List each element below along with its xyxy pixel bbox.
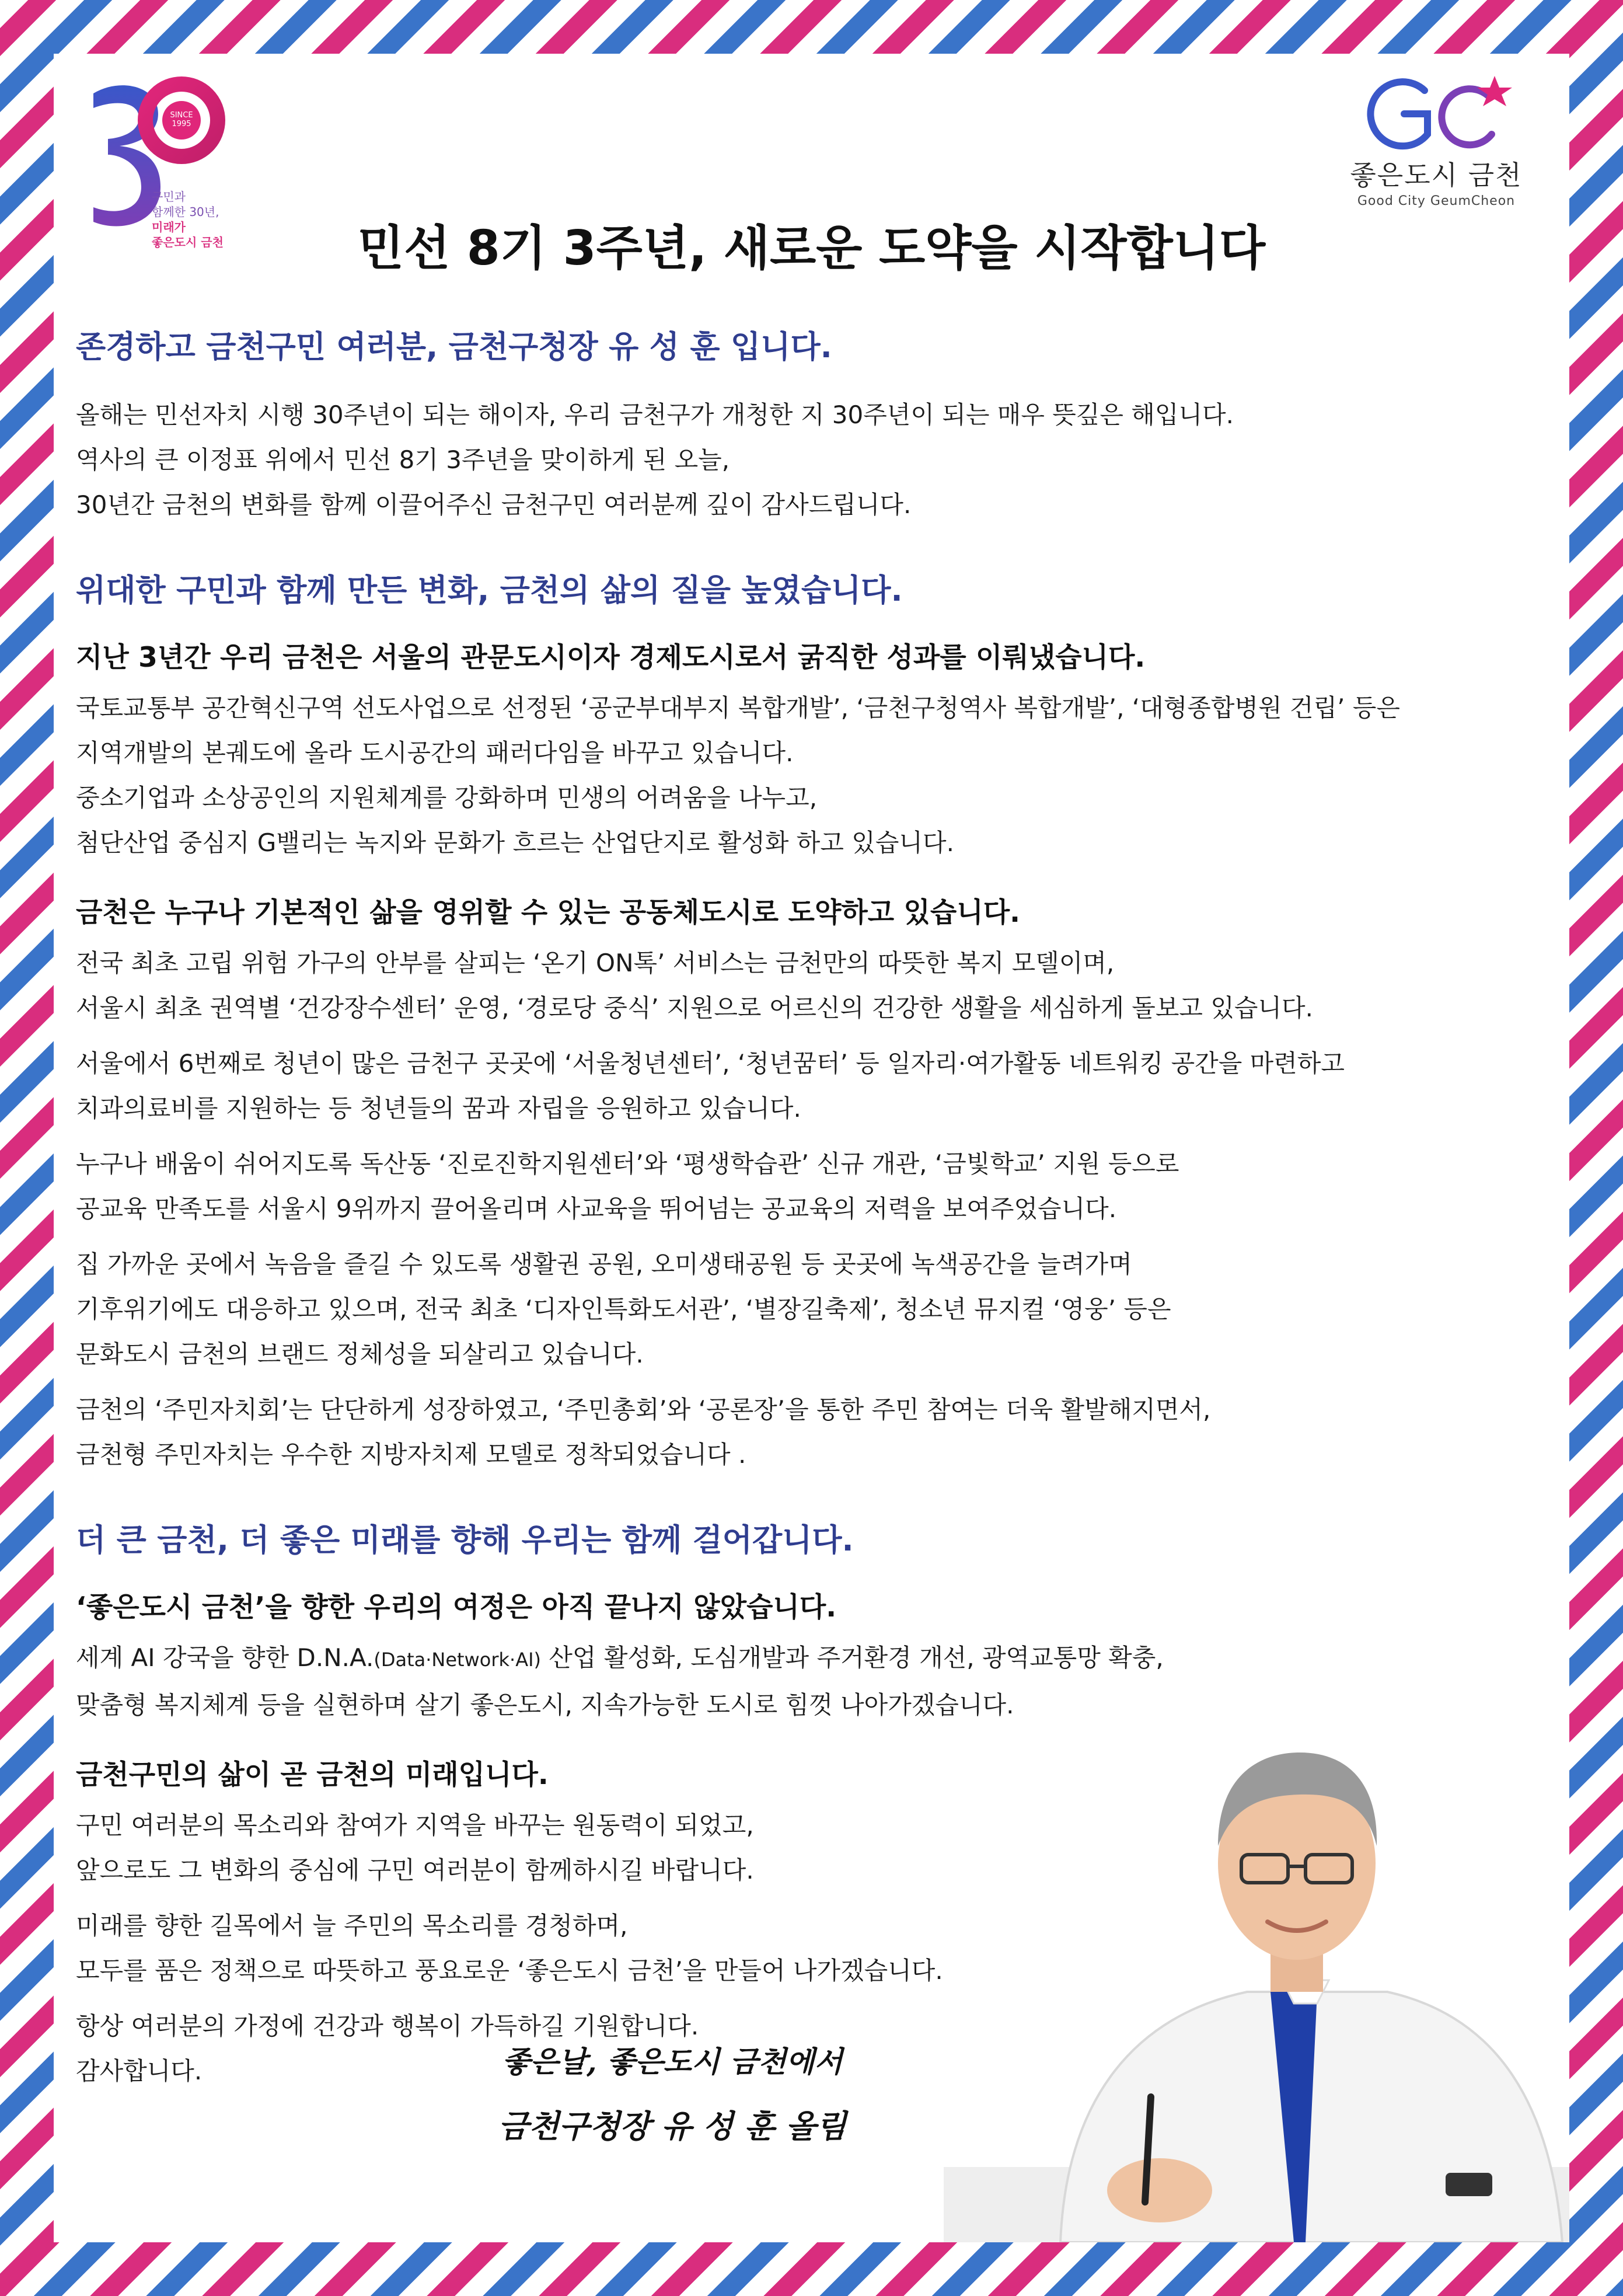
body-line: 올해는 민선자치 시행 30주년이 되는 해이자, 우리 금천구가 개청한 지 30주년이 되는 매우 뜻깊은 해입니다. <box>76 400 1234 429</box>
signature-line-2: 금천구청장 유 성 훈 올림 <box>498 2107 847 2145</box>
body-line: 30년간 금천의 변화를 함께 이끌어주신 금천구민 여러분께 깊이 감사드립니다. <box>76 490 912 519</box>
good-city-geumcheon-logo <box>1331 70 1541 234</box>
sub-heading: 금천구민의 삶이 곧 금천의 미래입니다. <box>76 1759 549 1791</box>
body-line: 문화도시 금천의 브랜드 정체성을 되살리고 있습니다. <box>76 1340 644 1368</box>
sub-heading: ‘좋은도시 금천’을 향한 우리의 여정은 아직 끝나지 않았습니다. <box>76 1591 837 1623</box>
body-line: 모두를 품은 정책으로 따뜻하고 풍요로운 ‘좋은도시 금천’을 만들어 나가겠습니다. <box>76 1956 943 1985</box>
gc-logo-english: Good City GeumCheon <box>1357 194 1516 208</box>
body-line: 집 가까운 곳에서 녹음을 즐길 수 있도록 생활권 공원, 오미생태공원 등 곳곳에 녹색공간을 늘려가며 <box>76 1250 1132 1278</box>
body-line: 치과의료비를 지원하는 등 청년들의 꿈과 자립을 응원하고 있습니다. <box>76 1094 801 1123</box>
body-line: 서울시 최초 권역별 ‘건강장수센터’ 운영, ‘경로당 중식’ 지원으로 어르신의 건강한 생활을 세심하게 돌보고 있습니다. <box>76 994 1313 1022</box>
gc-icon <box>1349 70 1524 152</box>
body-line: 전국 최초 고립 위험 가구의 안부를 살피는 ‘온기 ON톡’ 서비스는 금천만의 따뜻한 복지 모델이며, <box>76 949 1115 977</box>
mayor-portrait <box>944 1688 1569 2242</box>
body-line: 맞춤형 복지체계 등을 실현하며 살기 좋은도시, 지속가능한 도시로 힘껏 나아가겠습니다. <box>76 1691 1014 1719</box>
body-line: 앞으로도 그 변화의 중심에 구민 여러분이 함께하시길 바랍니다. <box>76 1856 754 1884</box>
page-title: 민선 8기 3주년, 새로운 도약을 시작합니다 <box>357 221 1266 276</box>
body-line: 서울에서 6번째로 청년이 많은 금천구 곳곳에 ‘서울청년센터’, ‘청년꿈터’ 등 일자리·여가활동 네트워킹 공간을 마련하고 <box>76 1049 1345 1078</box>
tagline-line: 좋은도시 금천 <box>152 235 224 249</box>
sub-heading: 지난 3년간 우리 금천은 서울의 관문도시이자 경제도시로서 굵직한 성과를 이뤄냈습니다. <box>76 642 1146 674</box>
signature-line-1: 좋은날, 좋은도시 금천에서 <box>502 2044 843 2079</box>
body-line: 구민 여러분의 목소리와 참여가 지역을 바꾸는 원동력이 되었고, <box>76 1811 754 1839</box>
signature <box>451 2039 894 2149</box>
section-heading: 더 큰 금천, 더 좋은 미래를 향해 우리는 함께 걸어갑니다. <box>76 1522 854 1558</box>
body-line: 국토교통부 공간혁신구역 선도사업으로 선정된 ‘공군부대부지 복합개발’, ‘금천구청역사 복합개발’, ‘대형종합병원 건립’ 등은 <box>76 694 1400 722</box>
section-heading: 존경하고 금천구민 여러분, 금천구청장 유 성 훈 입니다. <box>76 329 832 365</box>
body-line: 금천형 주민자치는 우수한 지방자치제 모델로 정착되었습니다 . <box>76 1440 746 1469</box>
body-line: 누구나 배움이 쉬어지도록 독산동 ‘진로진학지원센터’와 ‘평생학습관’ 신규 개관, ‘금빛학교’ 지원 등으로 <box>76 1149 1179 1178</box>
tagline-line: 함께한 30년, <box>152 205 219 219</box>
body-line <box>76 1635 1552 1682</box>
body-line: 미래를 향한 길목에서 늘 주민의 목소리를 경청하며, <box>76 1911 628 1940</box>
body-line: 항상 여러분의 가정에 건강과 행복이 가득하길 기원합니다. <box>76 2012 699 2040</box>
tagline-line: 구민과 <box>152 190 186 204</box>
section-heading: 위대한 구민과 함께 만든 변화, 금천의 삶의 질을 높였습니다. <box>76 573 903 608</box>
body-line: 중소기업과 소상공인의 지원체계를 강화하며 민생의 어려움을 나누고, <box>76 783 818 812</box>
body-line: 역사의 큰 이정표 위에서 민선 8기 3주년을 맞이하게 된 오늘, <box>76 445 730 474</box>
body-line: 금천의 ‘주민자치회’는 단단하게 성장하였고, ‘주민총회’와 ‘공론장’을 통한 주민 참여는 더욱 활발해지면서, <box>76 1395 1211 1424</box>
text-run: 세계 AI 강국을 향한 D.N.A. <box>76 1643 374 1672</box>
body-line: 공교육 만족도를 서울시 9위까지 끌어올리며 사교육을 뛰어넘는 공교육의 저력을 보여주었습니다. <box>76 1194 1117 1223</box>
body-line: 기후위기에도 대응하고 있으며, 전국 최초 ‘디자인특화도서관’, ‘별장길축제’, 청소년 뮤지컬 ‘영웅’ 등은 <box>76 1295 1171 1323</box>
text-run-small: (Data·Network·AI) <box>374 1649 541 1671</box>
body-line: 지역개발의 본궤도에 올라 도시공간의 패러다임을 바꾸고 있습니다. <box>76 738 794 767</box>
tagline-line: 미래가 <box>152 220 186 234</box>
sub-heading: 금천은 누구나 기본적인 삶을 영위할 수 있는 공동체도시로 도약하고 있습니다. <box>76 897 1020 929</box>
since-badge: SINCE 1995 <box>162 101 201 140</box>
body-line: 첨단산업 중심지 G밸리는 녹지와 문화가 흐르는 산업단지로 활성화 하고 있습니다. <box>76 828 954 857</box>
text-run: 산업 활성화, 도심개발과 주거환경 개선, 광역교통망 확충, <box>541 1643 1164 1672</box>
letter-paper <box>54 54 1569 2242</box>
gc-logo-korean: 좋은도시 금천 <box>1350 159 1523 191</box>
body-line: 감사합니다. <box>76 2057 203 2085</box>
